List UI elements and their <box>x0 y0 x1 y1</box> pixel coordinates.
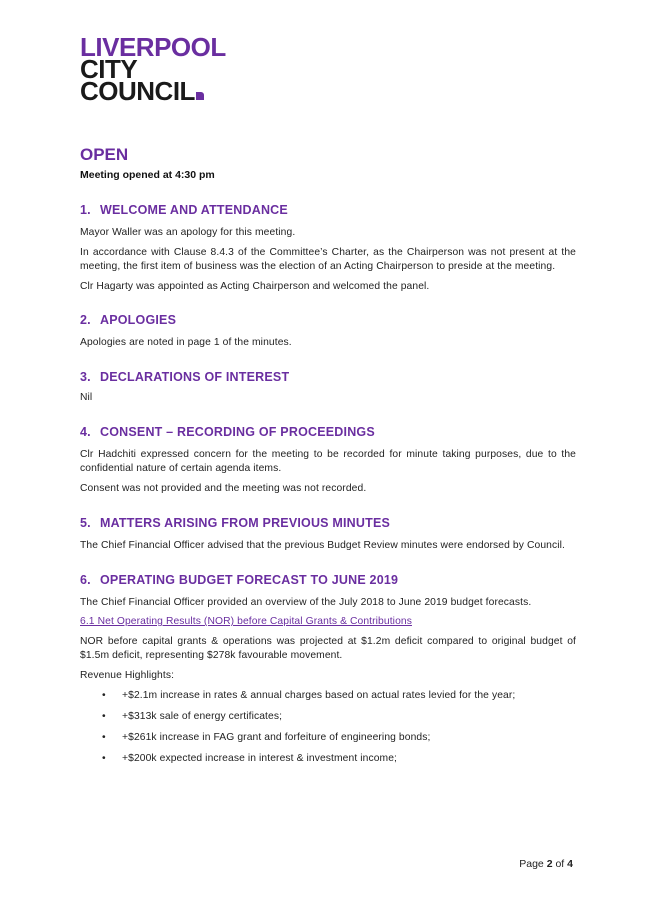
section-5-title: MATTERS ARISING FROM PREVIOUS MINUTES <box>100 516 391 530</box>
document-body <box>80 143 576 766</box>
list-item <box>80 710 576 724</box>
section-2-number: 2. <box>80 313 91 327</box>
section-1-para-3: Clr Hagarty was appointed as Acting Chairperson and welcomed the panel. <box>80 281 430 292</box>
section-6-number: 6. <box>80 573 91 587</box>
nor-summary-para: NOR before capital grants & operations was projected at $1.2m deficit compared to original budget of $1.5m deficit, representing $278k favourable movement. <box>80 636 576 661</box>
bullet-text: +$261k increase in FAG grant and forfeiture of engineering bonds; <box>122 732 431 743</box>
revenue-highlights-label: Revenue Highlights: <box>80 670 175 681</box>
open-heading: OPEN <box>80 145 129 164</box>
bullet-text: +$200k expected increase in interest & investment income; <box>122 753 397 764</box>
bullet-text: +$313k sale of energy certificates; <box>122 711 283 722</box>
section-3-title: DECLARATIONS OF INTEREST <box>100 370 290 384</box>
page-current: 2 <box>546 858 553 870</box>
logo-line-1: LIVERPOOL <box>80 32 226 62</box>
section-4-heading <box>80 424 576 440</box>
section-2-heading <box>80 312 576 328</box>
section-6-heading <box>80 572 576 588</box>
section-4-title: CONSENT – RECORDING OF PROCEEDINGS <box>100 425 375 439</box>
logo-line-3-text: COUNCIL <box>80 76 195 106</box>
section-3-para-1: Nil <box>80 392 93 403</box>
section-1-para-1: Mayor Waller was an apology for this meeting. <box>80 227 296 238</box>
section-5-para-1: The Chief Financial Officer advised that the previous Budget Review minutes were endorsed by Council. <box>80 540 565 551</box>
logo-mark-icon <box>196 92 204 100</box>
bullet-icon: • <box>102 690 106 701</box>
section-6-title: OPERATING BUDGET FORECAST TO JUNE 2019 <box>100 573 399 587</box>
section-2-title: APOLOGIES <box>100 313 177 327</box>
revenue-highlights-list <box>80 689 576 766</box>
section-4-number: 4. <box>80 425 91 439</box>
list-item <box>80 752 576 766</box>
bullet-text: +$2.1m increase in rates & annual charges based on actual rates levied for the year; <box>122 690 516 701</box>
list-item <box>80 689 576 703</box>
section-5-number: 5. <box>80 516 91 530</box>
page-total: 4 <box>567 858 573 870</box>
section-4-para-1: Clr Hadchiti expressed concern for the meeting to be recorded for minute taking purposes, due to the confidential nature of certain agenda items. <box>80 449 576 474</box>
section-4-para-2: Consent was not provided and the meeting was not recorded. <box>80 483 367 494</box>
nor-section-link[interactable]: 6.1 Net Operating Results (NOR) before Capital Grants & Contributions <box>80 616 412 627</box>
section-3-heading <box>80 369 576 385</box>
page-word: Page <box>519 858 544 870</box>
section-2-para-1: Apologies are noted in page 1 of the minutes. <box>80 337 292 348</box>
section-1-heading <box>80 202 576 218</box>
logo-line-2: CITY <box>80 54 138 84</box>
bullet-icon: • <box>102 753 106 764</box>
section-1-title: WELCOME AND ATTENDANCE <box>100 203 288 217</box>
bullet-icon: • <box>102 732 106 743</box>
section-1-number: 1. <box>80 203 91 217</box>
page-number <box>519 858 573 870</box>
meeting-opened-text: Meeting opened at 4:30 pm <box>80 169 215 181</box>
section-1-para-2: In accordance with Clause 8.4.3 of the Committee’s Charter, as the Chairperson was not present at the meeting, the first item of business was the election of an Acting Chairperson to preside at the meeting. <box>80 247 576 272</box>
section-5-heading <box>80 515 576 531</box>
council-logo <box>80 32 226 106</box>
bullet-icon: • <box>102 711 106 722</box>
page-of-word: of <box>555 858 565 870</box>
list-item <box>80 731 576 745</box>
section-3-number: 3. <box>80 370 91 384</box>
section-6-intro: The Chief Financial Officer provided an overview of the July 2018 to June 2019 budget forecasts. <box>80 597 532 608</box>
logo-line-3 <box>80 76 226 106</box>
